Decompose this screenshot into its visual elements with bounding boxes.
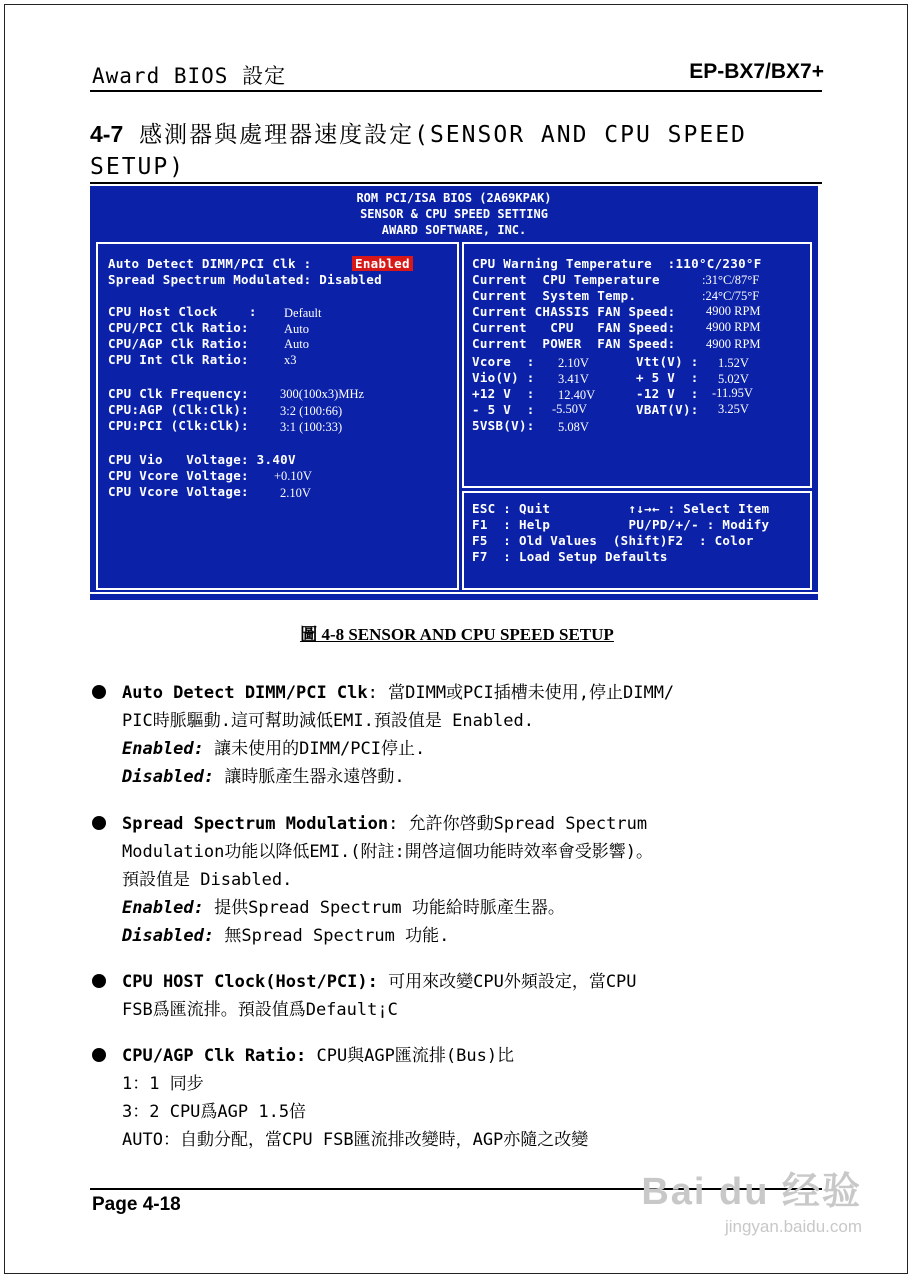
disabled-text: 讓時脈產生器永遠啓動. bbox=[214, 767, 405, 787]
bullet-auto-detect bbox=[92, 679, 822, 791]
header-model: EP-BX7/BX7+ bbox=[689, 60, 824, 83]
cpu-fan-value: 4900 RPM bbox=[706, 320, 761, 334]
bullet-text: 預設值是 Disabled. bbox=[122, 870, 293, 890]
disabled-term: Disabled: bbox=[122, 926, 215, 946]
bullet-term: Spread Spectrum Modulation bbox=[122, 814, 389, 834]
figure-title: 4-8 SENSOR AND CPU SPEED SETUP bbox=[317, 625, 614, 644]
vbat-label: VBAT(V): bbox=[636, 402, 699, 417]
p5v-value: 5.02V bbox=[718, 372, 749, 386]
bullet-dot bbox=[92, 1048, 106, 1062]
agp-ratio-value[interactable]: Auto bbox=[284, 337, 309, 351]
cpu-temp-value: :31°C/87°F bbox=[702, 273, 760, 287]
key-help-line: F5 : Old Values (Shift)F2 : Color bbox=[472, 533, 754, 548]
watermark-logo-text: Bai du 经验 bbox=[641, 1171, 862, 1213]
int-ratio-label: CPU Int Clk Ratio: bbox=[108, 352, 249, 367]
bullet-text: AUTO：自動分配，當CPU FSB匯流排改變時，AGP亦隨之改變 bbox=[122, 1130, 589, 1150]
auto-detect-label: Auto Detect DIMM/PCI Clk : bbox=[108, 256, 312, 271]
p12v-value: 12.40V bbox=[558, 388, 596, 402]
bullet-text: 可用來改變CPU外頻設定，當CPU bbox=[377, 972, 637, 992]
cpu-pci-value: 3:1 (100:33) bbox=[280, 420, 343, 434]
baidu-watermark bbox=[641, 1160, 862, 1237]
bullet-spread-spectrum bbox=[92, 810, 822, 950]
bios-header-line: AWARD SOFTWARE, INC. bbox=[381, 223, 527, 237]
bios-key-help bbox=[462, 491, 812, 590]
key-help-line: ESC : Quit ↑↓→← : Select Item bbox=[472, 501, 770, 516]
page-number: Page 4-18 bbox=[92, 1194, 181, 1215]
bullet-dot bbox=[92, 816, 106, 830]
auto-detect-value[interactable]: Enabled bbox=[352, 256, 413, 271]
bios-screenshot bbox=[90, 186, 818, 600]
vio-value: 3.41V bbox=[558, 372, 589, 386]
vio-voltage-setting[interactable]: CPU Vio Voltage: 3.40V bbox=[108, 452, 296, 467]
enabled-term: Enabled: bbox=[122, 898, 204, 918]
host-clock-label: CPU Host Clock : bbox=[108, 304, 257, 319]
vtt-value: 1.52V bbox=[718, 356, 749, 370]
bullet-term: Auto Detect DIMM/PCI Clk bbox=[122, 683, 368, 703]
figure-label: 圖 bbox=[300, 625, 318, 644]
5vsb-value: 5.08V bbox=[558, 420, 589, 434]
bullet-term: CPU HOST Clock(Host/PCI): bbox=[122, 972, 378, 992]
bios-header-line: SENSOR & CPU SPEED SETTING bbox=[360, 207, 548, 221]
5vsb-label: 5VSB(V): bbox=[472, 418, 535, 433]
host-clock-value[interactable]: Default bbox=[284, 306, 322, 320]
pci-ratio-value[interactable]: Auto bbox=[284, 322, 309, 336]
m12v-label: -12 V : bbox=[636, 386, 699, 401]
vtt-label: Vtt(V) : bbox=[636, 354, 699, 369]
bullet-text: CPU與AGP匯流排(Bus)比 bbox=[306, 1046, 515, 1066]
vcore-label: Vcore : bbox=[472, 354, 535, 369]
cpu-agp-label: CPU:AGP (Clk:Clk): bbox=[108, 402, 249, 417]
warning-temp-setting[interactable]: CPU Warning Temperature :110°C/230°F bbox=[472, 256, 762, 271]
power-fan-label: Current POWER FAN Speed: bbox=[472, 336, 676, 351]
section-number: 4-7 bbox=[90, 121, 124, 147]
m5v-label: - 5 V : bbox=[472, 402, 535, 417]
bios-left-panel bbox=[96, 242, 459, 590]
cpu-pci-label: CPU:PCI (Clk:Clk): bbox=[108, 418, 249, 433]
key-help-line: F7 : Load Setup Defaults bbox=[472, 549, 668, 564]
key-help-line: F1 : Help PU/PD/+/- : Modify bbox=[472, 517, 770, 532]
vcore-voltage-value[interactable]: +0.10V bbox=[274, 469, 312, 483]
vcore-voltage-label-2: CPU Vcore Voltage: bbox=[108, 484, 249, 499]
disabled-text: 無Spread Spectrum 功能. bbox=[214, 926, 450, 946]
system-temp-value: :24°C/75°F bbox=[702, 289, 760, 303]
p12v-label: +12 V : bbox=[472, 386, 535, 401]
vcore-value: 2.10V bbox=[558, 356, 589, 370]
agp-ratio-label: CPU/AGP Clk Ratio: bbox=[108, 336, 249, 351]
section-title-line1: 感測器與處理器速度設定(SENSOR AND CPU SPEED bbox=[139, 122, 747, 148]
bullet-text: 1：1 同步 bbox=[122, 1074, 204, 1094]
int-ratio-value[interactable]: x3 bbox=[284, 353, 297, 367]
section-title-line2: SETUP) bbox=[90, 154, 186, 180]
section-title bbox=[90, 118, 820, 183]
bios-header bbox=[90, 190, 818, 238]
vcore-voltage-value-2: 2.10V bbox=[280, 486, 311, 500]
m5v-value: -5.50V bbox=[552, 402, 588, 416]
bullet-dot bbox=[92, 685, 106, 699]
chassis-fan-value: 4900 RPM bbox=[706, 304, 761, 318]
disabled-term: Disabled: bbox=[122, 767, 215, 787]
bullet-text: PIC時脈驅動.這可幫助減低EMI.預設值是 Enabled. bbox=[122, 711, 534, 731]
bullet-term: CPU/AGP Clk Ratio: bbox=[122, 1046, 307, 1066]
section-divider bbox=[90, 182, 822, 184]
vcore-voltage-label: CPU Vcore Voltage: bbox=[108, 468, 249, 483]
cpu-fan-label: Current CPU FAN Speed: bbox=[472, 320, 676, 335]
cpu-temp-label: Current CPU Temperature bbox=[472, 272, 660, 287]
figure-caption bbox=[0, 620, 914, 645]
cpu-agp-value: 3:2 (100:66) bbox=[280, 404, 343, 418]
enabled-term: Enabled: bbox=[122, 739, 204, 759]
system-temp-label: Current System Temp. bbox=[472, 288, 637, 303]
bios-bottom-border bbox=[90, 592, 818, 600]
vbat-value: 3.25V bbox=[718, 402, 749, 416]
clk-freq-value: 300(100x3)MHz bbox=[280, 387, 365, 401]
m12v-value: -11.95V bbox=[712, 386, 753, 400]
spread-spectrum-setting[interactable]: Spread Spectrum Modulated: Disabled bbox=[108, 272, 382, 287]
bullet-text: FSB爲匯流排。預設值爲Default¡C bbox=[122, 1000, 398, 1020]
bullet-text: 3：2 CPU爲AGP 1.5倍 bbox=[122, 1102, 307, 1122]
bullet-agp-ratio bbox=[92, 1042, 822, 1154]
bullet-text: : 允許你啓動Spread Spectrum bbox=[388, 814, 648, 834]
chassis-fan-label: Current CHASSIS FAN Speed: bbox=[472, 304, 676, 319]
header-title: Award BIOS 設定 bbox=[92, 64, 287, 88]
header-divider bbox=[90, 90, 822, 92]
p5v-label: + 5 V : bbox=[636, 370, 699, 385]
bullet-host-clock bbox=[92, 968, 822, 1024]
bullet-text: Modulation功能以降低EMI.(附註:開啓這個功能時效率會受影響)。 bbox=[122, 842, 653, 862]
bullet-dot bbox=[92, 974, 106, 988]
enabled-text: 提供Spread Spectrum 功能給時脈產生器。 bbox=[203, 898, 565, 918]
vio-label: Vio(V) : bbox=[472, 370, 535, 385]
bios-right-panel bbox=[462, 242, 812, 488]
pci-ratio-label: CPU/PCI Clk Ratio: bbox=[108, 320, 249, 335]
watermark-url: jingyan.baidu.com bbox=[724, 1217, 862, 1236]
enabled-text: 讓未使用的DIMM/PCI停止. bbox=[203, 739, 426, 759]
clk-freq-label: CPU Clk Frequency: bbox=[108, 386, 249, 401]
bios-header-line: ROM PCI/ISA BIOS (2A69KPAK) bbox=[356, 191, 552, 205]
power-fan-value: 4900 RPM bbox=[706, 337, 761, 351]
bullet-text: : 當DIMM或PCI插槽未使用,停止DIMM/ bbox=[367, 683, 675, 703]
